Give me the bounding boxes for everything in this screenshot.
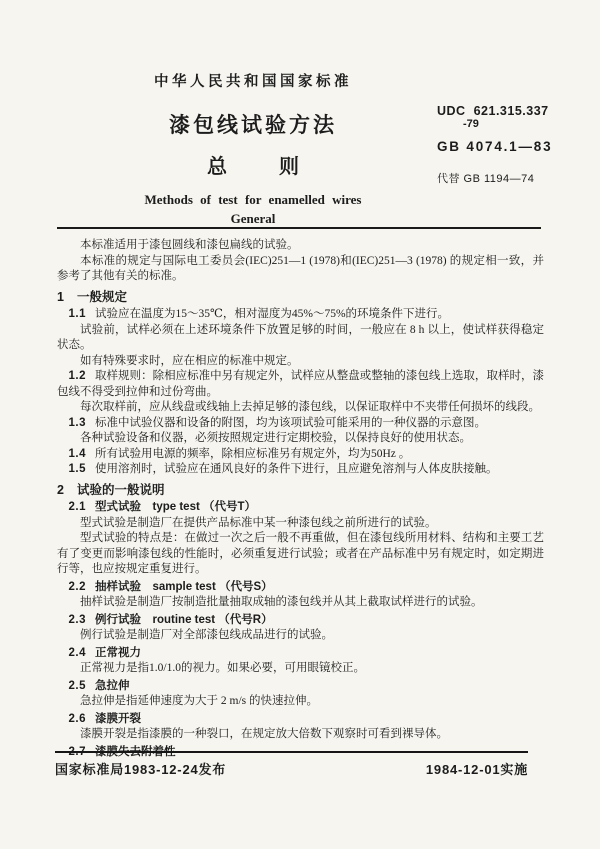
clause-paragraph: 型式试验是制造厂在提供产品标准中某一种漆包线之前所进行的试验。 (80, 516, 437, 529)
clause-number: 2.7 (68, 745, 86, 758)
clause-number: 2.4 (68, 646, 86, 659)
clause (57, 462, 544, 478)
clause-heading (57, 580, 544, 596)
clause-heading (57, 613, 544, 629)
section-number: 2 (57, 482, 64, 497)
clause-text: 使用溶剂时，试验应在通风良好的条件下进行，且应避免溶剂与人体皮肤接触。 (95, 463, 498, 475)
clause-title: 漆膜开裂 (95, 712, 141, 725)
clause-title: 型式试验 type test （代号T） (95, 501, 257, 513)
clause-number: 2.3 (68, 613, 86, 626)
issued-date: 国家标准局1983-12-24发布 (55, 762, 227, 777)
clause-heading (57, 500, 544, 516)
clause-heading (57, 646, 544, 662)
clause-text: 试验应在温度为15～35℃，相对湿度为45%～75%的环境条件下进行。 (95, 308, 450, 320)
clause-heading (57, 679, 544, 695)
intro-paragraph: 本标准的规定与国际电工委员会(IEC)251—1 (1978)和(IEC)251—3 (1978) 的规定相一致，并参考了其他有关的标准。 (57, 254, 544, 282)
clause-heading (57, 712, 544, 728)
intro-paragraph: 本标准适用于漆包圆线和漆包扁线的试验。 (80, 239, 299, 251)
standard-number: GB 4074.1—83 (437, 139, 553, 154)
clause-title: 正常视力 (95, 646, 141, 659)
document-subtitle-chinese (58, 150, 448, 179)
clause-title: 急拉伸 (95, 679, 130, 692)
effective-date: 1984-12-01实施 (425, 762, 528, 777)
standard-codes-block (437, 104, 552, 186)
udc-number: 621.315.337 (473, 104, 549, 118)
section-title: 试验的一般说明 (76, 482, 165, 497)
clause-number: 1.1 (68, 308, 86, 320)
clause-number: 2.5 (68, 679, 86, 692)
clause (57, 369, 544, 400)
clause-number: 2.1 (68, 501, 86, 513)
clause-title: 漆膜失去附着性 (95, 745, 176, 758)
clause-paragraph: 每次取样前，应从线盘或线轴上去掉足够的漆包线，以保证取样中不夹带任何损坏的线段。 (80, 401, 540, 413)
clause (57, 416, 544, 432)
udc-classification (437, 104, 552, 118)
clause-number: 1.3 (68, 416, 86, 429)
clause-paragraph: 正常视力是指1.0/1.0的视力。如果必要，可用眼镜校正。 (80, 662, 365, 674)
clause-number: 2.2 (68, 580, 86, 593)
subtitle-char-right: 则 (279, 156, 299, 178)
document-body (57, 238, 544, 760)
clause-paragraph: 试验前，试样必须在上述环境条件下放置足够的时间，一般应在 8 h 以上，使试样获得稳定状态。 (57, 323, 544, 351)
clause-paragraph: 例行试验是制造厂对全部漆包线成品进行的试验。 (80, 629, 333, 641)
document-title-chinese: 漆包线试验方法 (169, 114, 337, 137)
document-title-english: Methods of test for enamelled wires (144, 192, 362, 207)
header-divider-rule (57, 227, 541, 229)
clause-number: 1.4 (68, 447, 86, 460)
clause-paragraph: 抽样试验是制造厂按制造批量抽取成轴的漆包线并从其上截取试样进行的试验。 (80, 596, 483, 608)
clause-text: 所有试验用电源的频率，除相应标准另有规定外，均为50Hz 。 (95, 447, 411, 460)
section-number: 1 (57, 289, 64, 304)
clause-title: 抽样试验 sample test （代号S） (95, 580, 273, 593)
clause-text: 标准中试验仪器和设备的附图，均为该项试验可能采用的一种仪器的示意图。 (95, 416, 486, 429)
clause-paragraph: 型式试验的特点是：在做过一次之后一般不再重做，但在漆包线所用材料、结构和主要工艺有了变更而影响漆包线的性能时，必须重复进行试验；或者在产品标准中另有规定时，如定期进行等，也应按规定重复进行。 (57, 532, 544, 575)
clause-title: 例行试验 routine test （代号R） (95, 613, 273, 626)
section-title: 一般规定 (76, 289, 127, 304)
clause-number: 1.5 (68, 463, 86, 475)
clause (57, 307, 544, 323)
standard-authority: 中华人民共和国国家标准 (154, 74, 352, 90)
subtitle-char-left: 总 (207, 156, 227, 178)
clause-number: 1.2 (68, 370, 86, 382)
udc-label: UDC (437, 104, 466, 118)
section-heading (57, 483, 544, 499)
document-header (58, 70, 448, 227)
document-subtitle-english: General (230, 211, 276, 226)
section-heading (57, 290, 544, 306)
clause-paragraph: 急拉伸是指延伸速度为大于 2 m/s 的快速拉伸。 (80, 695, 318, 707)
document-footer (55, 751, 528, 778)
clause-paragraph: 各种试验设备和仪器，必须按照规定进行定期校验，以保持良好的使用状态。 (80, 432, 471, 444)
clause-text: 取样规则：除相应标准中另有规定外，试样应从整盘或整轴的漆包线上选取，取样时，漆包线不得受到拉伸和过份弯曲。 (57, 370, 544, 398)
clause-number: 2.6 (68, 712, 86, 725)
udc-suffix: -79 (463, 118, 479, 130)
replaces-note: 代替 GB 1194—74 (437, 173, 535, 185)
clause-paragraph: 如有特殊要求时，应在相应的标准中规定。 (80, 354, 299, 367)
clause-paragraph: 漆膜开裂是指漆膜的一种裂口，在规定放大倍数下观察时可看到裸导体。 (80, 728, 448, 740)
clause (57, 447, 544, 463)
